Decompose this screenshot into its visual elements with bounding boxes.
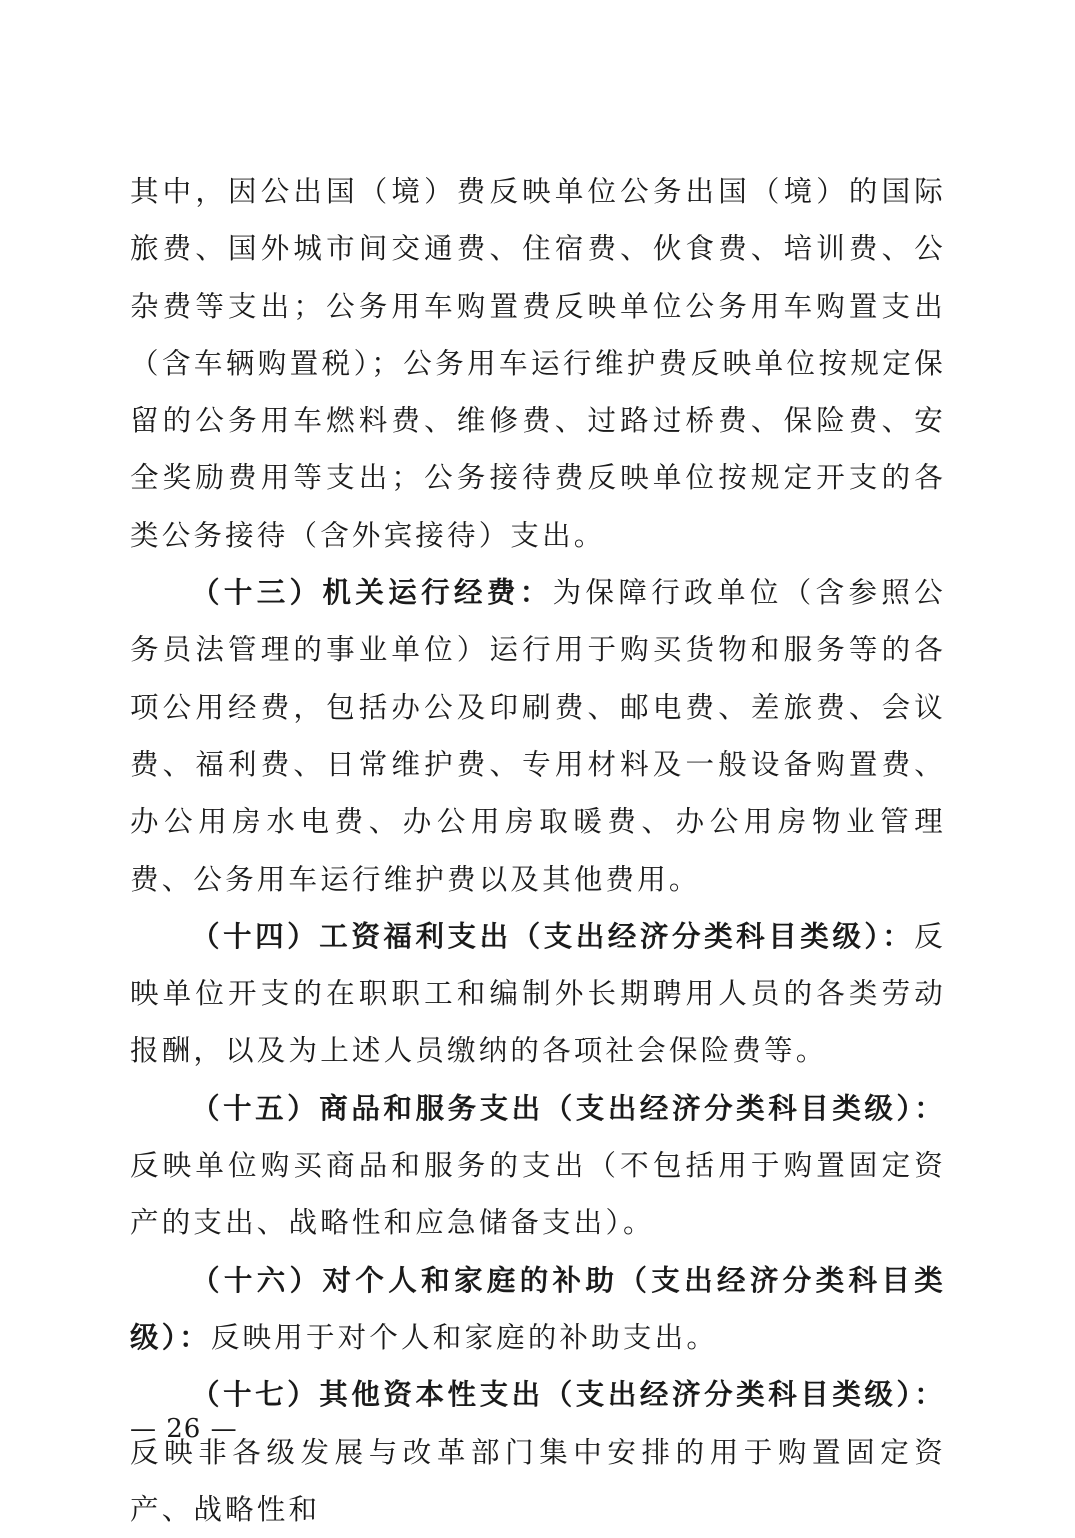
paragraph-1 — [130, 163, 946, 564]
paragraph-4 — [130, 1080, 946, 1252]
paragraph-2 — [130, 564, 946, 908]
paragraph-6 — [130, 1366, 946, 1538]
body-text — [130, 163, 946, 1538]
paragraph-5 — [130, 1252, 946, 1367]
paragraph-heading: （十三）机关运行经费： — [191, 575, 553, 610]
page-number: — 26 — — [130, 1414, 238, 1444]
paragraph-text: 为保障行政单位（含参照公务员法管理的事业单位）运行用于购买货物和服务等的各项公用经费，包括办公及印刷费、邮电费、差旅费、会议费、福利费、日常维护费、专用材料及一般设备购置费、办公用房水电费、办公用房取暖费、办公用房物业管理费、公务用车运行维护费以及其他费用。 — [130, 576, 947, 896]
paragraph-heading: （十五）商品和服务支出（支出经济分类科目类级）： — [191, 1090, 946, 1125]
paragraph-3 — [130, 908, 946, 1080]
paragraph-heading: （十四）工资福利支出（支出经济分类科目类级）： — [191, 918, 915, 953]
paragraph-text: 反映单位购买商品和服务的支出（不包括用于购置固定资产的支出、战略性和应急储备支出）。 — [130, 1149, 946, 1240]
paragraph-heading: （十六）对个人和家庭的补助（支出经济分类科目类级）： — [130, 1262, 946, 1354]
paragraph-text: 反映非各级发展与改革部门集中安排的用于购置固定资产、战略性和 — [130, 1435, 946, 1526]
paragraph-text: 其中，因公出国（境）费反映单位公务出国（境）的国际旅费、国外城市间交通费、住宿费、伙食费、培训费、公杂费等支出；公务用车购置费反映单位公务用车购置支出（含车辆购置税）；公务用车运行维护费反映单位按规定保留的公务用车燃料费、维修费、过路过桥费、保险费、安全奖励费用等支出；公务接待费反映单位按规定开支的各类公务接待（含外宾接待）支出。 — [130, 175, 946, 552]
paragraph-text: 反映用于对个人和家庭的补助支出。 — [210, 1320, 719, 1354]
paragraph-heading: （十七）其他资本性支出（支出经济分类科目类级）： — [191, 1377, 946, 1412]
paragraph-text: 反映单位开支的在职职工和编制外长期聘用人员的各类劳动报酬，以及为上述人员缴纳的各项社会保险费等。 — [130, 919, 946, 1068]
